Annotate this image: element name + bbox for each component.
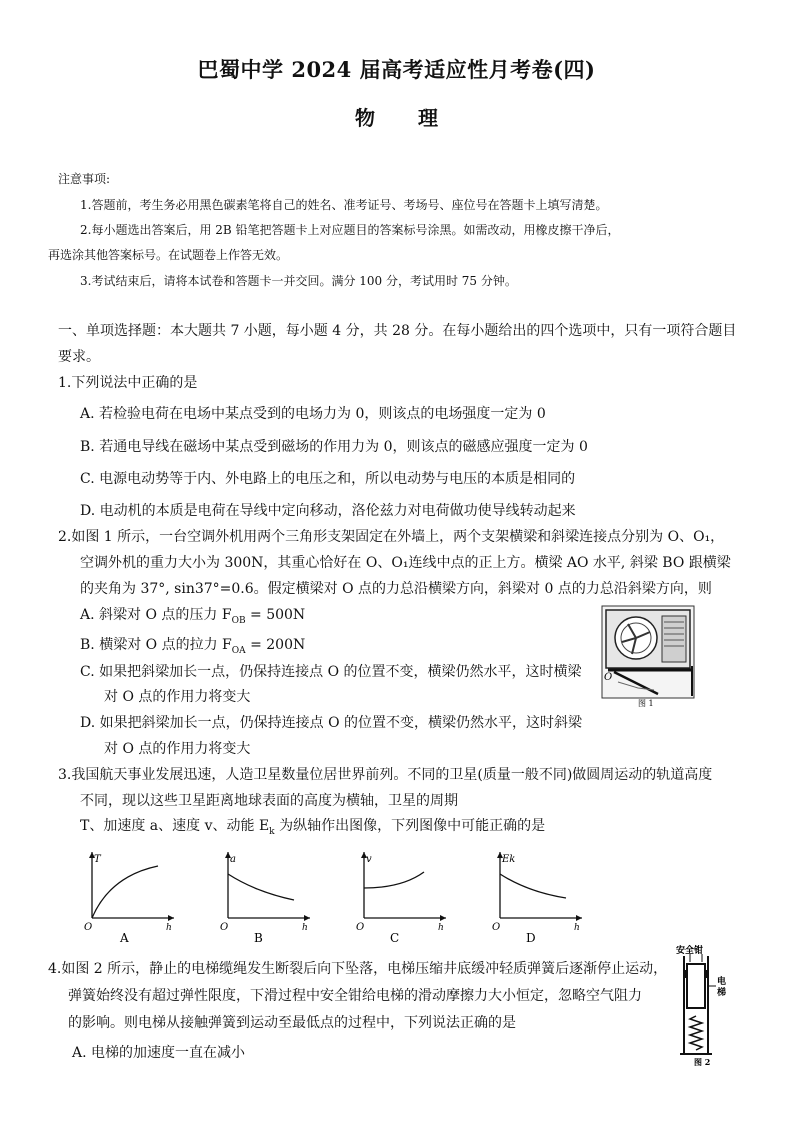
q3-graph-a-letter: A — [120, 931, 129, 945]
figure-2-elevator — [672, 942, 736, 1068]
notice-item-3: 3.考试结束后，请将本试卷和答题卡一并交回。满分 100 分，考试用时 75 分钟。 — [80, 274, 517, 288]
q4-line-2: 弹簧始终没有超过弹性限度，下滑过程中安全钳给电梯的滑动摩擦力大小恒定，忽略空气阻力 — [68, 988, 642, 1004]
q2-option-b-text: B. 横梁对 O 点的拉力 F — [80, 637, 232, 653]
q2-option-d: D. 如果把斜梁加长一点，仍保持连接点 O 的位置不变，横梁仍然水平，这时斜梁 — [80, 715, 583, 731]
q1-option-a: A. 若检验电荷在电场中某点受到的电场力为 0，则该点的电场强度一定为 0 — [80, 406, 546, 422]
q4-line-3: 的影响。则电梯从接触弹簧到运动至最低点的过程中，下列说法正确的是 — [68, 1015, 516, 1031]
q2-line-3: 的夹角为 37°, sin37°=0.6。假定横梁对 O 点的力总沿横梁方向，斜梁对 0 点的力总沿斜梁方向，则 — [80, 581, 712, 597]
q3-line-3-text: T、加速度 a、速度 v、动能 E — [80, 818, 270, 834]
q3-graph-d — [488, 848, 588, 946]
q2-option-a-text: A. 斜梁对 O 点的压力 F — [80, 607, 232, 623]
q1-option-c: C. 电源电动势等于内、外电路上的电压之和，所以电动势与电压的本质是相同的 — [80, 471, 576, 487]
section-heading-cont: 要求。 — [58, 349, 100, 365]
q3-graph-a — [80, 848, 180, 946]
subject-title: 物 理 — [355, 106, 456, 130]
q3-graph-d-origin: O — [492, 922, 501, 933]
q3-graph-d-ylabel: Ek — [502, 854, 516, 865]
q3-graph-a-xlabel: h — [166, 923, 172, 933]
figure-2-label-elev-1: 电 — [717, 977, 727, 987]
q2-option-b-value: = 200N — [245, 637, 306, 653]
q2-option-b — [80, 634, 305, 656]
q2-line-1: 2.如图 1 所示，一台空调外机用两个三角形支架固定在外墙上，两个支架横梁和斜梁连接点分别为 O、O₁， — [58, 529, 725, 545]
q3-graph-c-ylabel: v — [366, 854, 372, 865]
q1-option-b: B. 若通电导线在磁场中某点受到磁场的作用力为 0，则该点的磁感应强度一定为 0 — [80, 439, 588, 455]
figure-1-point-o: O — [604, 672, 613, 683]
q3-graph-d-letter: D — [526, 931, 536, 945]
notice-item-2: 2.每小题选出答案后，用 2B 铅笔把答题卡上对应题目的答案标号涂黑。如需改动，用橡皮擦干净后， — [80, 223, 620, 237]
elevator-car — [687, 964, 705, 1008]
q3-line-3-end: 为纵轴作出图像，下列图像中可能正确的是 — [274, 818, 546, 834]
q4-option-a: A. 电梯的加速度一直在减小 — [72, 1045, 246, 1061]
q3-graph-a-curve — [92, 866, 158, 918]
exam-title: 巴蜀中学 2024 届高考适应性月考卷(四) — [197, 57, 596, 82]
q3-graph-b-ylabel: a — [230, 854, 236, 865]
q1-stem: 1.下列说法中正确的是 — [58, 375, 198, 391]
notice-item-1: 1.答题前，考生务必用黑色碳素笔将自己的姓名、准考证号、考场号、座位号在答题卡上填写清楚。 — [80, 198, 608, 212]
q2-option-c-cont: 对 O 点的作用力将变大 — [104, 689, 251, 705]
figure-2-label-safety: 安全钳 — [676, 946, 704, 956]
q3-graph-c-curve — [364, 872, 424, 888]
q3-graph-a-ylabel: T — [94, 854, 101, 865]
q3-graph-d-curve — [500, 874, 566, 898]
q3-graph-b — [216, 848, 316, 946]
figure-2-label-elev-2: 梯 — [717, 988, 727, 998]
buffer-spring — [690, 1016, 702, 1050]
q3-graph-c-xlabel: h — [438, 923, 444, 933]
q2-option-c: C. 如果把斜梁加长一点，仍保持连接点 O 的位置不变，横梁仍然水平，这时横梁 — [80, 664, 582, 680]
q3-graph-b-curve — [228, 874, 294, 900]
figure-1-air-conditioner — [598, 604, 698, 708]
notice-heading: 注意事项: — [58, 172, 111, 186]
q3-line-3-sub: k — [269, 826, 275, 837]
q3-graph-c — [352, 848, 452, 946]
q3-graph-d-xlabel: h — [574, 923, 580, 933]
q3-line-2: 不同，现以这些卫星距离地球表面的高度为横轴，卫星的周期 — [80, 793, 458, 809]
q3-line-3 — [80, 815, 545, 837]
q3-line-1: 3.我国航天事业发展迅速，人造卫星数量位居世界前列。不同的卫星(质量一般不同)做圆周运动的轨道高度 — [58, 767, 713, 783]
q3-graph-c-letter: C — [390, 931, 400, 945]
q2-option-a — [80, 604, 305, 626]
q2-line-2: 空调外机的重力大小为 300N，其重心恰好在 O、O₁连线中点的正上方。横梁 AO 水平, 斜梁 BO 跟横梁 — [80, 555, 731, 571]
figure-1-caption: 图 1 — [638, 699, 654, 708]
figure-2-caption: 图 2 — [694, 1057, 711, 1067]
q3-graph-a-origin: O — [84, 922, 93, 933]
q3-graph-b-xlabel: h — [302, 923, 308, 933]
q2-option-a-sub: OB — [231, 615, 246, 626]
q3-graph-b-origin: O — [220, 922, 229, 933]
q2-option-a-value: = 500N — [245, 607, 306, 623]
q3-graph-b-letter: B — [254, 931, 263, 945]
ac-unit — [606, 610, 690, 668]
notice-item-2-cont: 再选涂其他答案标号。在试题卷上作答无效。 — [48, 248, 289, 262]
q3-graph-c-origin: O — [356, 922, 365, 933]
q4-line-1: 4.如图 2 所示，静止的电梯缆绳发生断裂后向下坠落，电梯压缩井底缓冲轻质弹簧后逐渐停止运动， — [48, 961, 668, 977]
section-heading: 一、单项选择题：本大题共 7 小题，每小题 4 分，共 28 分。在每小题给出的四个选项中，只有一项符合题目 — [58, 323, 737, 339]
q1-option-d: D. 电动机的本质是电荷在导线中定向移动，洛伦兹力对电荷做功使导线转动起来 — [80, 503, 576, 519]
q2-option-b-sub: OA — [231, 645, 246, 656]
q2-option-d-cont: 对 O 点的作用力将变大 — [104, 741, 251, 757]
